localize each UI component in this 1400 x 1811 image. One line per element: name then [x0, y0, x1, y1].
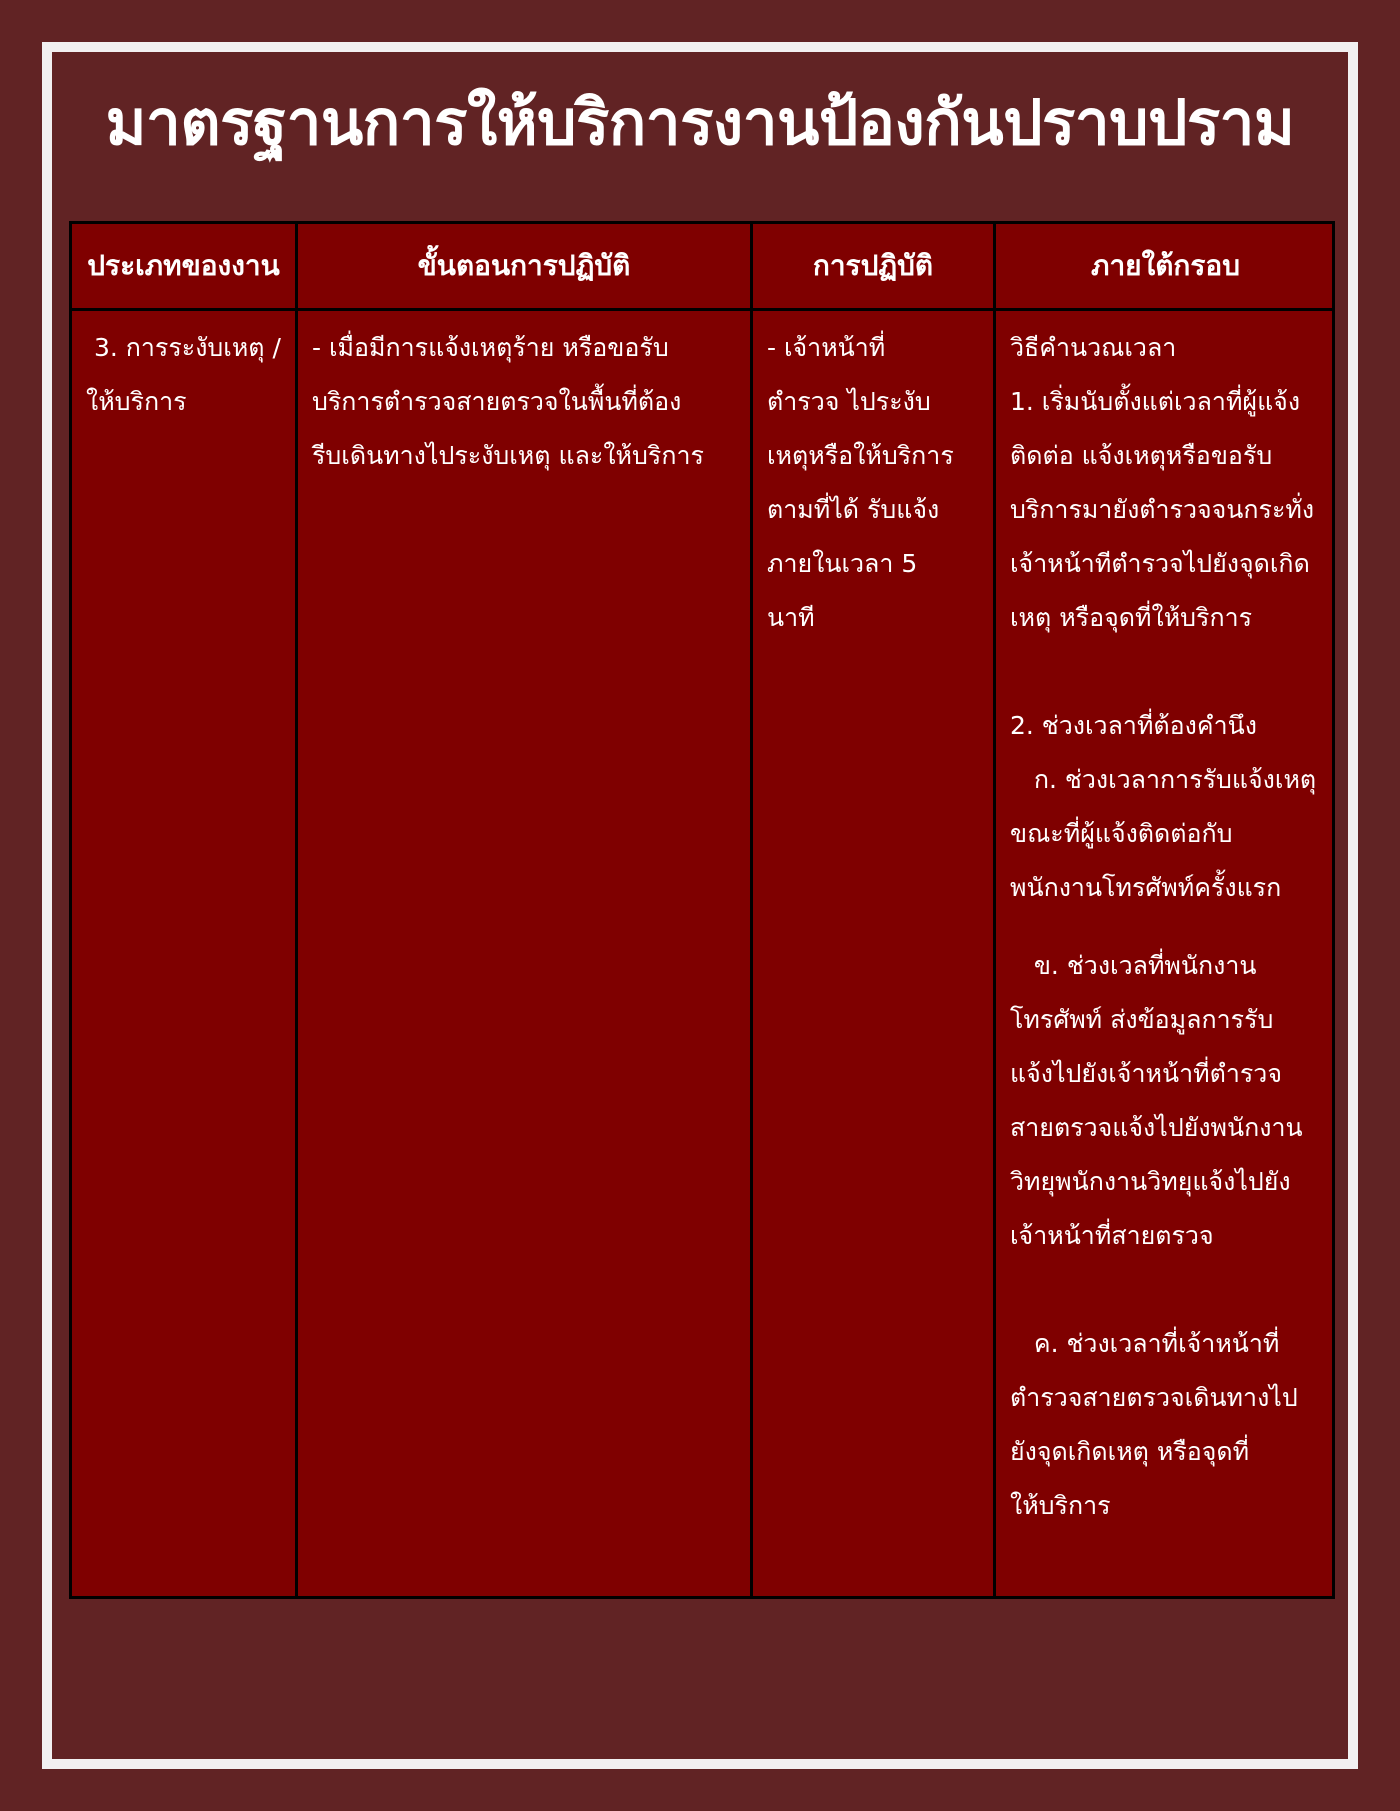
text-line: เจ้าหน้าทีตำรวจไปยังจุดเกิด: [1010, 549, 1310, 578]
spacer: [1010, 1263, 1321, 1317]
text-line: ตำรวจสายตรวจเดินทางไป: [1010, 1383, 1298, 1412]
text-line: ตามที่ได้ รับแจ้ง: [767, 495, 940, 524]
text-line: นาที: [767, 603, 815, 632]
text-line: ให้บริการ: [86, 387, 187, 416]
text-line: 1. เริ่มนับตั้งแต่เวลาที่ผู้แจ้ง: [1010, 387, 1301, 416]
text-line: ภายในเวลา 5: [767, 549, 918, 578]
header-framework: ภายใต้กรอบ: [996, 224, 1335, 311]
text-line: ติดต่อ แจ้งเหตุหรือขอรับ: [1010, 441, 1273, 470]
column-framework: [996, 224, 1335, 1596]
text-line: - เมื่อมีการแจ้งเหตุร้าย หรือขอรับ: [312, 333, 669, 362]
cell-procedure: [298, 311, 750, 483]
text-line: วิทยุพนักงานวิทยุแจ้งไปยัง: [1010, 1167, 1291, 1196]
text-line: ยังจุดเกิดเหตุ หรือจุดที่: [1010, 1437, 1250, 1466]
text-line: 3. การระงับเหตุ /: [86, 333, 281, 362]
service-standard-table: [69, 221, 1335, 1599]
text-line: โทรศัพท์ ส่งข้อมูลการรับ: [1010, 1005, 1274, 1034]
text-line: พนักงานโทรศัพท์ครั้งแรก: [1010, 873, 1282, 902]
column-action: [753, 224, 996, 1596]
cell-action: [753, 311, 993, 645]
text-line: แจ้งไปยังเจ้าหน้าที่ตำรวจ: [1010, 1059, 1282, 1088]
spacer: [1010, 915, 1321, 939]
text-line: ตำรวจ ไประงับ: [767, 387, 931, 416]
column-procedure: [298, 224, 753, 1596]
header-action: การปฏิบัติ: [753, 224, 993, 311]
text-line: ข. ช่วงเวลที่พนักงาน: [1010, 951, 1257, 980]
text-line: สายตรวจแจ้งไปยังพนักงาน: [1010, 1113, 1303, 1142]
page-title: มาตรฐานการให้บริการงานป้องกันปราบปราม: [105, 86, 1295, 159]
cell-framework: [996, 311, 1335, 1533]
text-line: เหตุ หรือจุดที่ให้บริการ: [1010, 603, 1253, 632]
framework-heading: วิธีคำนวณเวลา: [1010, 333, 1177, 362]
text-line: เหตุหรือให้บริการ: [767, 441, 954, 470]
header-procedure: ขั้นตอนการปฏิบัติ: [298, 224, 750, 311]
text-line: บริการมายังตำรวจจนกระทั่ง: [1010, 495, 1315, 524]
text-line: รีบเดินทางไประงับเหตุ และให้บริการ: [312, 441, 704, 470]
text-line: ให้บริการ: [1010, 1491, 1111, 1520]
column-work-type: [72, 224, 298, 1596]
text-line: ค. ช่วงเวลาที่เจ้าหน้าที่: [1010, 1329, 1280, 1358]
text-line: 2. ช่วงเวลาที่ต้องคำนึง: [1010, 711, 1257, 740]
text-line: เจ้าหน้าที่สายตรวจ: [1010, 1221, 1214, 1250]
spacer: [1010, 645, 1321, 699]
cell-work-type: [72, 311, 295, 429]
text-line: - เจ้าหน้าที่: [767, 333, 886, 362]
text-line: ก. ช่วงเวลาการรับแจ้งเหตุ: [1010, 765, 1317, 794]
text-line: บริการตำรวจสายตรวจในพื้นที่ต้อง: [312, 387, 682, 416]
header-work-type: ประเภทของงาน: [72, 224, 295, 311]
text-line: ขณะที่ผู้แจ้งติดต่อกับ: [1010, 819, 1233, 848]
